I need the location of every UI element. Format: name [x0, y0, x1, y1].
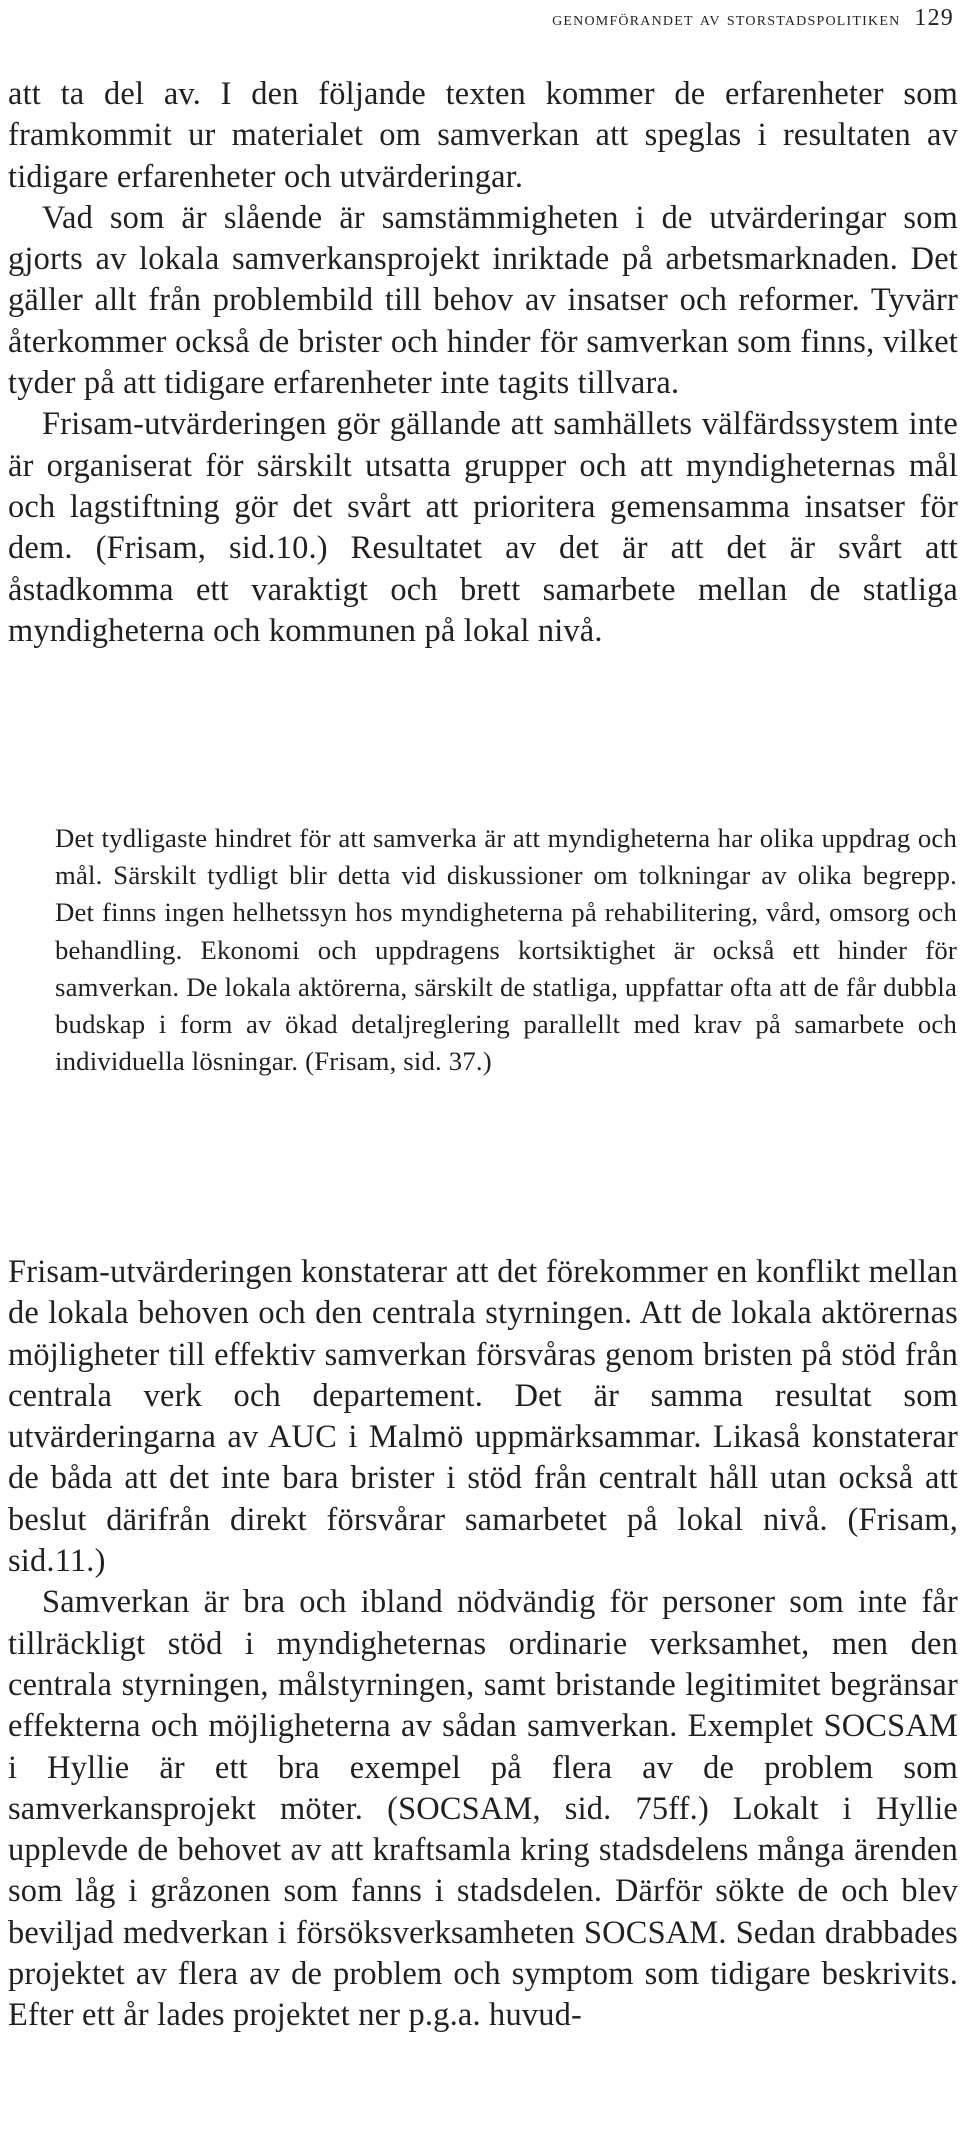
body-text-top	[8, 74, 958, 652]
running-title: genomförandet av storstadspolitiken	[552, 8, 901, 30]
block-quote: Det tydligaste hindret för att samverka är att myndigheterna har olika uppdrag och mål. Särskilt tydligt blir detta vid diskussioner om tolkningar av olika begrepp. Det finns ingen helhetssyn hos myndigheterna på rehabilitering, vård, omsorg och behandling. Ekonomi och uppdragens kortsiktighet är också ett hinder för samverkan. De lokala aktörerna, särskilt de statliga, uppfattar ofta att de får dubbla budskap i form av ökad detaljreglering parallellt med krav på samarbete och individuella lösningar. (Frisam, sid. 37.)	[55, 823, 957, 1077]
paragraph: Frisam-utvärderingen gör gällande att samhällets välfärdssystem inte är organiserat för särskilt utsatta grupper och att myndigheternas mål och lagstiftning gör det svårt att prioritera gemensamma insatser för dem. (Frisam, sid.10.) Resultatet av det är att det är svårt att åstadkomma ett varaktigt och brett samarbete mellan de statliga myndigheterna och kommunen på lokal nivå.	[8, 406, 958, 649]
paragraph: att ta del av. I den följande texten kommer de erfarenheter som framkommit ur materialet om samverkan att speglas i resultaten av tidigare erfarenheter och utvärderingar.	[8, 76, 958, 195]
paragraph: Vad som är slående är samstämmigheten i de utvärderingar som gjorts av lokala samverkansprojekt inriktade på arbetsmarknaden. Det gäller allt från problembild till behov av insatser och reformer. Tyvärr återkommer också de brister och hinder för samverkan som finns, vilket tyder på att tidigare erfarenheter inte tagits tillvara.	[8, 199, 958, 402]
running-header	[552, 4, 954, 33]
page-number: 129	[914, 5, 954, 31]
body-text-bottom	[8, 1252, 958, 2037]
paragraph: Frisam-utvärderingen konstaterar att det förekommer en konflikt mellan de lokala behoven och den centrala styrningen. Att de lokala aktörernas möjligheter till effektiv samverkan försvåras genom bristen på stöd från centrala verk och departement. Det är samma resultat som utvärderingarna av AUC i Malmö uppmärksammar. Likaså konstaterar de båda att det inte bara brister i stöd från centralt håll utan också att beslut därifrån direkt försvårar samarbetet på lokal nivå. (Frisam, sid.11.)	[8, 1254, 958, 1580]
paragraph: Samverkan är bra och ibland nödvändig för personer som inte får tillräckligt stöd i myndigheternas ordinarie verksamhet, men den centrala styrningen, målstyrningen, samt bristande legitimitet begränsar effekterna och möjligheterna av sådan samverkan. Exemplet SOCSAM i Hyllie är ett bra exempel på flera av de problem som samverkansprojekt möter. (SOCSAM, sid. 75ff.) Lokalt i Hyllie upplevde de behovet av att kraftsamla kring stadsdelens många ärenden som låg i gråzonen som fanns i stadsdelen. Därför sökte de och blev beviljad medverkan i försöksverksamheten SOCSAM. Sedan drabbades projektet av flera av de problem och symptom som tidigare beskrivits. Efter ett år lades projektet ner p.g.a. huvud-	[8, 1584, 958, 2034]
